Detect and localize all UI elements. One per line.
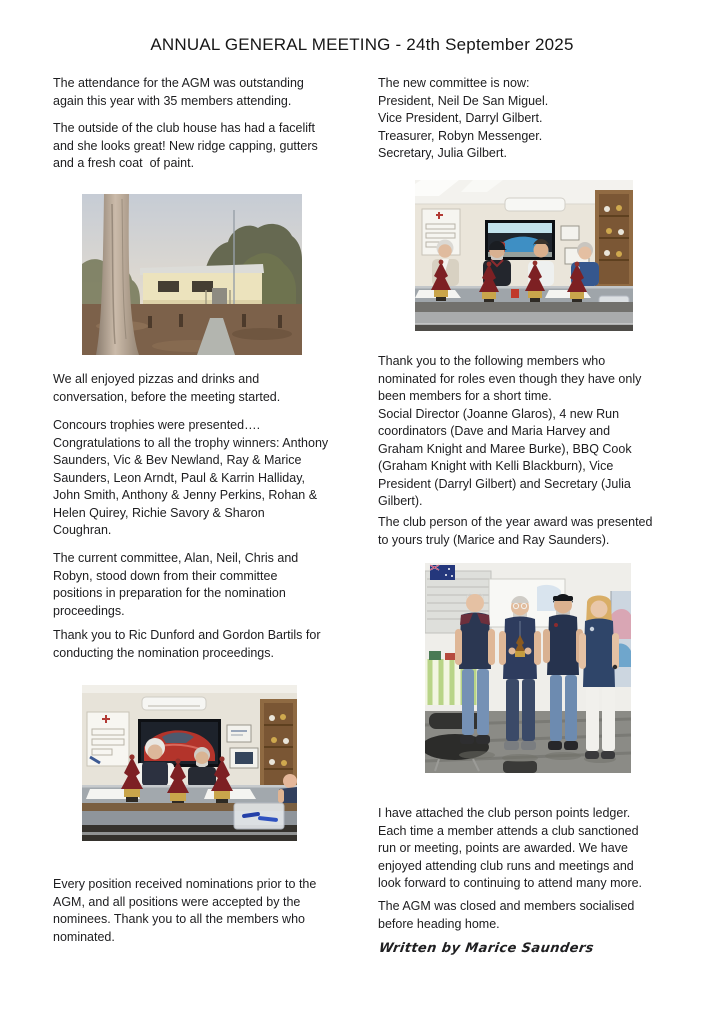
air-conditioner [142, 697, 206, 710]
paragraph-facelift: The outside of the club house has had a facelift and she looks great! New ridge capping, gutters and a fresh coat of paint. [53, 121, 318, 170]
pen-tub [234, 803, 284, 829]
paragraph-attendance: The attendance for the AGM was outstanding again this year with 35 members attending. [53, 76, 304, 108]
clubhouse-illustration [82, 194, 302, 355]
paragraph-club-person-award: The club person of the year award was presented to yours truly (Marice and Ray Saunders). [378, 515, 653, 547]
paragraph-pizzas: We all enjoyed pizzas and drinks and conversation, before the meeting started. [53, 372, 281, 404]
trophy-cabinet [595, 190, 633, 288]
wall-poster [87, 712, 129, 766]
page-title: ANNUAL GENERAL MEETING - 24th September 2025 [150, 35, 574, 54]
paragraph-committee-stood-down: The current committee, Alan, Neil, Chris and Robyn, stood down from their committee positions in preparation for the nomination proceedings. [53, 551, 299, 618]
clubhouse-photo [82, 194, 302, 355]
paragraph-every-position: Every position received nominations prior to the AGM, and all positions were accepted by the nominees. Thank you to all the members who nominated. [53, 877, 317, 944]
air-conditioner [505, 198, 565, 211]
award-group-illustration [425, 563, 631, 773]
paragraph-concours-winners: Concours trophies were presented…. Congratulations to all the trophy winners: Anthony Saunders, Vic & Bev Newland, Ray & Marice Saunders, Leon Arndt, Paul & Karrin Halliday, John Smith, Anthony & Jenny Perkins, Rohan & Helen Quirey, Richie Savory & Sharon Coughran. [53, 418, 329, 537]
new-committee-photo [415, 180, 633, 331]
paragraph-member-thanks: Thank you to the following members who nominated for roles even though they have only been members for a short time. Social Director (Joanne Glaros), 4 new Run coordinators (Dave and Maria Harvey and Graham Knight and Maree Burke), BBQ Cook (Graham Knight with Kelli Blackburn), Vice President (Darryl Gilbert) and Secretary (Julia Gilbert). [378, 354, 642, 508]
nomination-meeting-photo [82, 685, 297, 841]
committee-illustration [415, 180, 633, 331]
paragraph-new-committee: The new committee is now: President, Neil De San Miguel. Vice President, Darryl Gilbert. Treasurer, Robyn Messenger. Secretary, Julia Gilbert. [378, 76, 549, 160]
paragraph-agm-closed: The AGM was closed and members socialised before heading home. [378, 899, 635, 931]
australian-flag [430, 565, 455, 580]
paragraph-points-ledger: I have attached the club person points ledger. Each time a member attends a club sanctioned run or meeting, points are awarded. We have enjoyed attending club runs and meetings and look forward to continuing to attend many more. [378, 806, 643, 890]
meeting-illustration [82, 685, 297, 841]
club-person-award-photo [425, 563, 631, 773]
author-signature: Written by Marice Saunders [378, 941, 595, 956]
certificate [561, 226, 579, 240]
paragraph-nomination-thanks: Thank you to Ric Dunford and Gordon Bartils for conducting the nomination proceedings. [53, 628, 321, 660]
